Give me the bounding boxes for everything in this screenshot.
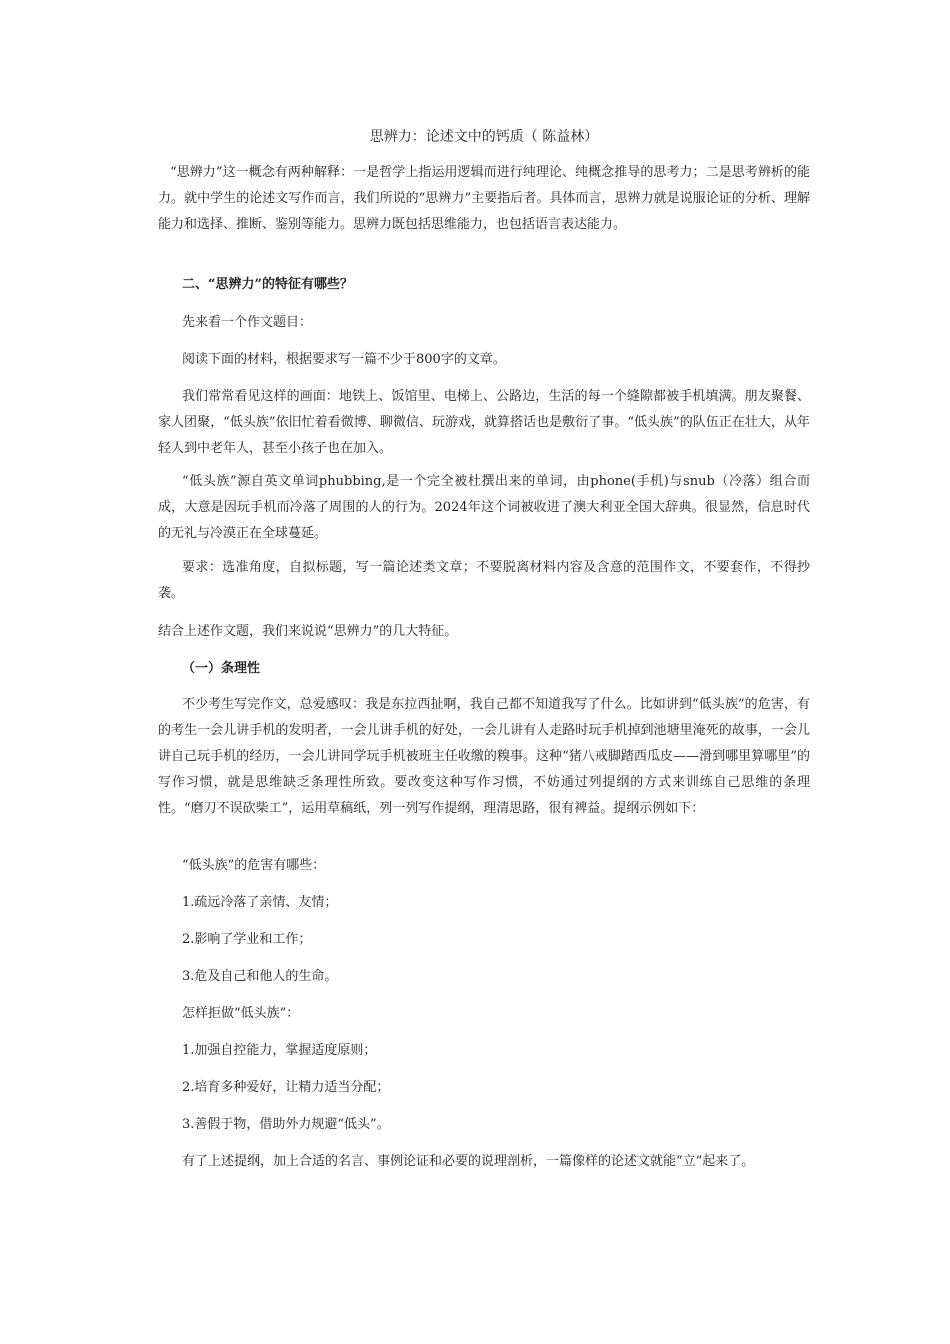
outline-item: 1.加强自控能力，掌握适度原则； [182,1043,377,1058]
outline-item: 2.影响了学业和工作； [182,932,312,947]
intro-paragraph: “思辨力”这一概念有两种解释：一是哲学上指运用逻辑而进行纯理论、纯概念推导的思考力；二是思考辨析的能力。就中学生的论述文写作而言，我们所说的“思辨力”主要指后者。具体而言，思辨力就是说服论证的分析、理解能力和选择、推断、鉴别等能力。思辨力既包括思维能力，也包括语言表达能力。 [158,165,810,232]
paragraph: 先来看一个作文题目： [182,315,313,330]
outline-item: 3.危及自己和他人的生命。 [182,969,338,984]
material-paragraph: 我们常常看见这样的画面：地铁上、饭馆里、电梯上、公路边，生活的每一个缝隙都被手机填满。朋友聚餐、家人团聚，“低头族”依旧忙着看微博、聊微信、玩游戏，就算搭话也是敷衍了事。“低头族”的队伍正在壮大，从年轻人到中老年人，甚至小孩子也在加入。 [158,389,810,456]
paragraph: 阅读下面的材料，根据要求写一篇不少于800字的文章。 [182,352,506,367]
outline-heading: 怎样拒做“低头族”： [182,1006,300,1021]
outline-heading: “低头族”的危害有哪些： [182,858,326,873]
document-title: 思辨力：论述文中的钙质（ 陈益林） [369,129,599,145]
requirement-paragraph: 要求：选准角度，自拟标题，写一篇论述类文章；不要脱离材料内容及含意的范围作文，不要套作，不得抄袭。 [158,560,810,601]
conclusion-paragraph: 有了上述提纲，加上合适的名言、事例论证和必要的说理剖析，一篇像样的论述文就能“立”起来了。 [182,1154,755,1169]
outline-item: 1.疏远冷落了亲情、友情； [182,895,338,910]
section-heading: 二、“思辨力”的特征有哪些？ [182,277,353,292]
outline-item: 2.培育多种爱好，让精力适当分配； [182,1080,390,1095]
paragraph: 结合上述作文题，我们来说说“思辨力”的几大特征。 [158,624,458,639]
subsection-heading: （一）条理性 [182,661,261,676]
outline-item: 3.善假于物，借助外力规避“低头”。 [182,1117,390,1132]
material-paragraph: “低头族”源自英文单词phubbing,是一个完全被杜撰出来的单词，由phone(手机)与snub（冷落）组合而成，大意是因玩手机而冷落了周围的人的行为。2024年这个词被收进了澳大利亚全国大辞典。很显然，信息时代的无礼与冷漠正在全球蔓延。 [158,474,810,541]
body-paragraph: 不少考生写完作文，总爱感叹：我是东拉西扯啊，我自己都不知道我写了什么。比如讲到“低头族”的危害，有的考生一会儿讲手机的发明者，一会儿讲手机的好处，一会儿讲有人走路时玩手机掉到池塘里淹死的故事，一会儿讲自己玩手机的经历，一会儿讲同学玩手机被班主任收缴的糗事。这种“猪八戒脚踏西瓜皮——滑到哪里算哪里”的写作习惯，就是思维缺乏条理性所致。要改变这种写作习惯，不妨通过列提纲的方式来训练自己思维的条理性。“磨刀不误砍柴工”，运用草稿纸，列一列写作提纲，理清思路，很有裨益。提纲示例如下： [158,697,810,816]
